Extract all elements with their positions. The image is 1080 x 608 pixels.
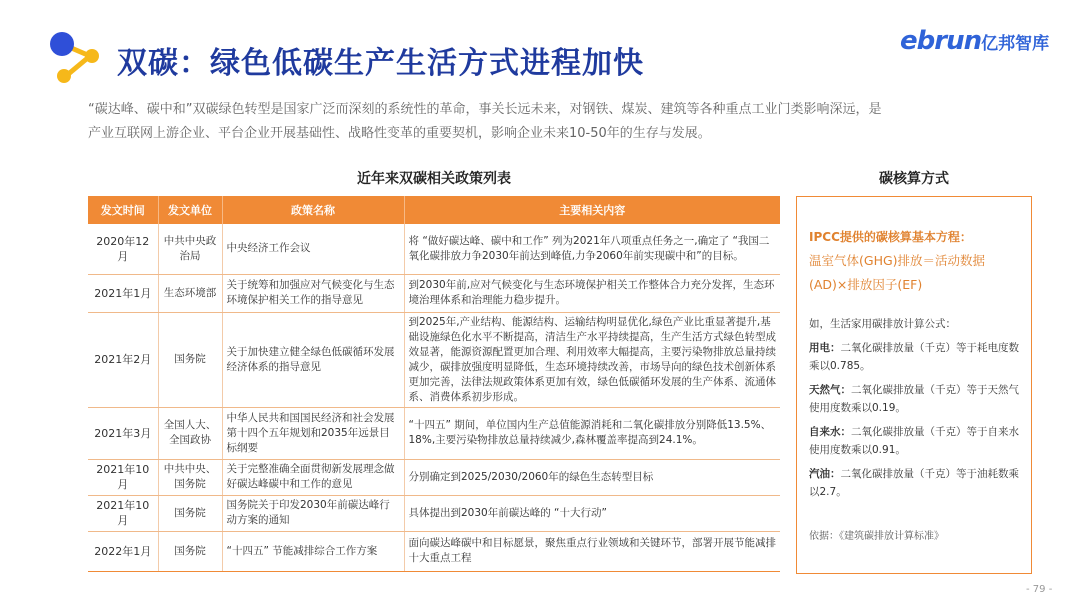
example-key: 汽油：: [809, 468, 841, 480]
cell-unit: 国务院: [158, 531, 222, 571]
cell-date: 2020年12月: [88, 224, 158, 274]
brand-logo-cn: 亿邦智库: [981, 34, 1050, 54]
cell-content: 具体提出到2030年前碳达峰的 “十大行动”: [404, 495, 780, 531]
cell-unit: 中共中央政治局: [158, 224, 222, 274]
table-row: [88, 224, 780, 274]
cell-content: “十四五” 期间，单位国内生产总值能源消耗和二氧化碳排放分别降低13.5%、18%,主要污染物排放总量持续减少,森林覆盖率提高到24.1%。: [404, 407, 780, 459]
cell-name: 关于统筹和加强应对气候变化与生态环境保护相关工作的指导意见: [222, 274, 404, 312]
table-row: [88, 274, 780, 312]
cell-unit: 全国人大、全国政协: [158, 407, 222, 459]
cell-unit: 中共中央、国务院: [158, 459, 222, 495]
intro-line: “碳达峰、碳中和”双碳绿色转型是国家广泛而深刻的系统性的革命，事关长远未来，对钢铁、煤炭、建筑等各种重点工业门类影响深远，是: [88, 102, 882, 117]
table-row: [88, 459, 780, 495]
column-header-content: 主要相关内容: [404, 196, 780, 224]
example-item: [809, 381, 1019, 417]
cell-content: 面向碳达峰碳中和目标愿景，聚焦重点行业领域和关键环节，部署开展节能减排十大重点工程: [404, 531, 780, 571]
cell-unit: 国务院: [158, 312, 222, 407]
page-title: 双碳：绿色低碳生产生活方式进程加快: [117, 46, 644, 81]
cell-date: 2021年2月: [88, 312, 158, 407]
network-nodes-icon: [44, 30, 108, 86]
brand-logo: [900, 26, 1049, 56]
table-row: [88, 495, 780, 531]
carbon-accounting-heading: 碳核算方式: [879, 171, 949, 187]
cell-unit: 生态环境部: [158, 274, 222, 312]
cell-name: 中华人民共和国国民经济和社会发展第十四个五年规划和2035年远景目标纲要: [222, 407, 404, 459]
cell-content: 将 “做好碳达峰、碳中和工作” 列为2021年八项重点任务之一,确定了 “我国二氧化碳排放力争2030年前达到峰值,力争2060年前实现碳中和”的目标。: [404, 224, 780, 274]
table-row: [88, 531, 780, 571]
cell-name: 关于完整准确全面贯彻新发展理念做好碳达峰碳中和工作的意见: [222, 459, 404, 495]
example-item: [809, 423, 1019, 459]
column-header-name: 政策名称: [222, 196, 404, 224]
example-text: 二氧化碳排放量（千克）等于耗电度数乘以0.785。: [809, 342, 1019, 372]
cell-date: 2021年10月: [88, 495, 158, 531]
cell-content: 到2030年前,应对气候变化与生态环境保护相关工作整体合力充分发挥，生态环境治理体系和治理能力稳步提升。: [404, 274, 780, 312]
carbon-accounting-box: [796, 196, 1032, 574]
example-text: 二氧化碳排放量（千克）等于油耗数乘以2.7。: [809, 468, 1019, 498]
cell-name: 国务院关于印发2030年前碳达峰行动方案的通知: [222, 495, 404, 531]
intro-paragraph: [88, 98, 1008, 146]
example-text: 二氧化碳排放量（千克）等于自来水使用度数乘以0.91。: [809, 426, 1019, 456]
example-key: 自来水：: [809, 426, 851, 438]
source-note: 依据：《建筑碳排放计算标准》: [809, 531, 944, 542]
brand-logo-en: ebrun: [900, 26, 982, 56]
example-text: 二氧化碳排放量（千克）等于天然气使用度数乘以0.19。: [809, 384, 1019, 414]
cell-name: 关于加快建立健全绿色低碳循环发展经济体系的指导意见: [222, 312, 404, 407]
page-number: - 79 -: [1026, 584, 1053, 595]
example-key: 天然气：: [809, 384, 851, 396]
column-header-date: 发文时间: [88, 196, 158, 224]
example-item: [809, 339, 1019, 375]
table-row: [88, 312, 780, 407]
cell-content: 分别确定到2025/2030/2060年的绿色生态转型目标: [404, 459, 780, 495]
example-item: [809, 465, 1019, 501]
policy-table: [88, 196, 780, 572]
cell-name: 中央经济工作会议: [222, 224, 404, 274]
cell-date: 2021年10月: [88, 459, 158, 495]
table-header-row: [88, 196, 780, 224]
intro-line: 产业互联网上游企业、平台企业开展基础性、战略性变革的重要契机，影响企业未来10-50年的生存与发展。: [88, 126, 711, 141]
example-intro: 如，生活家用碳排放计算公式：: [809, 318, 956, 330]
cell-date: 2022年1月: [88, 531, 158, 571]
policy-table-heading: 近年来双碳相关政策列表: [357, 171, 511, 187]
formula-title: IPCC提供的碳核算基本方程：: [809, 230, 972, 244]
cell-date: 2021年1月: [88, 274, 158, 312]
cell-name: “十四五” 节能减排综合工作方案: [222, 531, 404, 571]
example-key: 用电：: [809, 342, 841, 354]
cell-date: 2021年3月: [88, 407, 158, 459]
column-header-unit: 发文单位: [158, 196, 222, 224]
cell-content: 到2025年,产业结构、能源结构、运输结构明显优化,绿色产业比重显著提升,基础设施绿色化水平不断提高，清洁生产水平持续提高，生产生活方式绿色转型成效显著，能源资源配置更加合理、利用效率大幅提高，主要污染物排放总量持续减少，碳排放强度明显降低，生态环境持续改善，市场导向的绿色技术创新体系更加完善，法律法规政策体系更加有效，绿色低碳循环发展的生产体系、流通体系、消费体系初步形成。: [404, 312, 780, 407]
formula-body: 温室气体(GHG)排放＝活动数据(AD)×排放因子(EF): [809, 253, 986, 292]
cell-unit: 国务院: [158, 495, 222, 531]
table-row: [88, 407, 780, 459]
